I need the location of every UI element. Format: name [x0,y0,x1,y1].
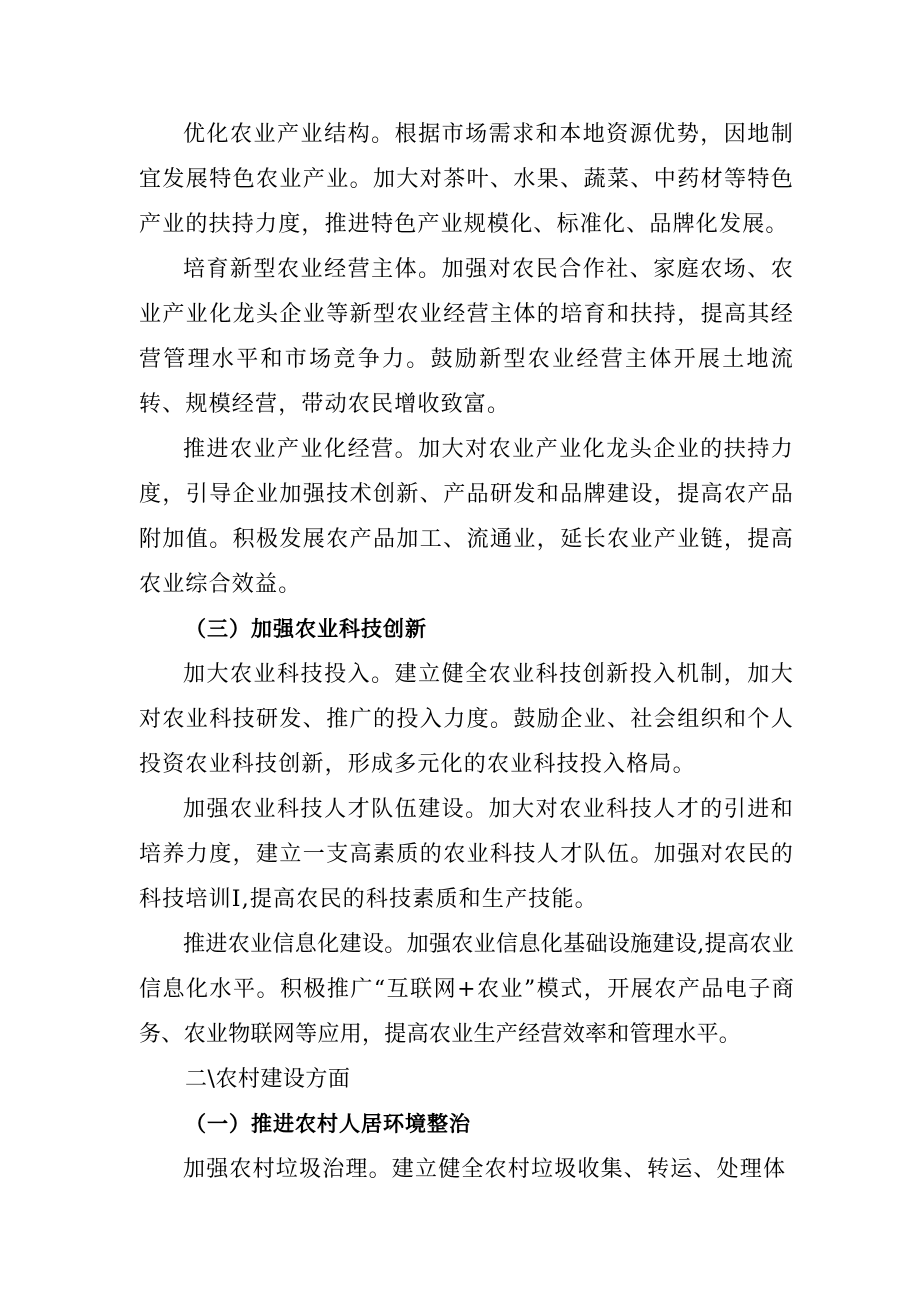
subheading-living-environment: （一）推进农村人居环境整治 [185,1112,471,1136]
paragraph-optimize-structure: 优化农业产业结构。根据市场需求和本地资源优势，因地制宜发展特色农业产业。加大对茶叶、水果、蔬菜、中药材等特色产业的扶持力度，推进特色产业规模化、标准化、品牌化发展。 [139,122,794,237]
paragraph-tech-talent: 加强农业科技人才队伍建设。加大对农业科技人才的引进和培养力度，建立一支高素质的农业科技人才队伍。加强对农民的科技培训I,提高农民的科技素质和生产技能。 [139,797,794,912]
paragraph-informatization: 推进农业信息化建设。加强农业信息化基础设施建设,提高农业信息化水平。积极推广“互联网+农业”模式，开展农产品电子商务、农业物联网等应用，提高农业生产经营效率和管理水平。 [139,932,794,1047]
paragraph-garbage-treatment: 加强农村垃圾治理。建立健全农村垃圾收集、转运、处理体 [183,1157,787,1182]
paragraph-new-business-entities: 培育新型农业经营主体。加强对农民合作社、家庭农场、农业产业化龙头企业等新型农业经营主体的培育和扶持，提高其经营管理水平和市场竞争力。鼓励新型农业经营主体开展土地流转、规模经营，带动农民增收致富。 [139,257,794,417]
subheading-tech-innovation: （三）加强农业科技创新 [185,617,427,641]
document-body [139,112,794,1192]
paragraph-tech-investment: 加大农业科技投入。建立健全农业科技创新投入机制，加大对农业科技研发、推广的投入力度。鼓励企业、社会组织和个人投资农业科技创新，形成多元化的农业科技投入格局。 [139,662,794,777]
paragraph-industrialization: 推进农业产业化经营。加大对农业产业化龙头企业的扶持力度，引导企业加强技术创新、产品研发和品牌建设，提高农产品附加值。积极发展农产品加工、流通业，延长农业产业链，提高农业综合效益。 [139,437,794,597]
section-heading-rural-construction: 二\农村建设方面 [185,1067,351,1092]
